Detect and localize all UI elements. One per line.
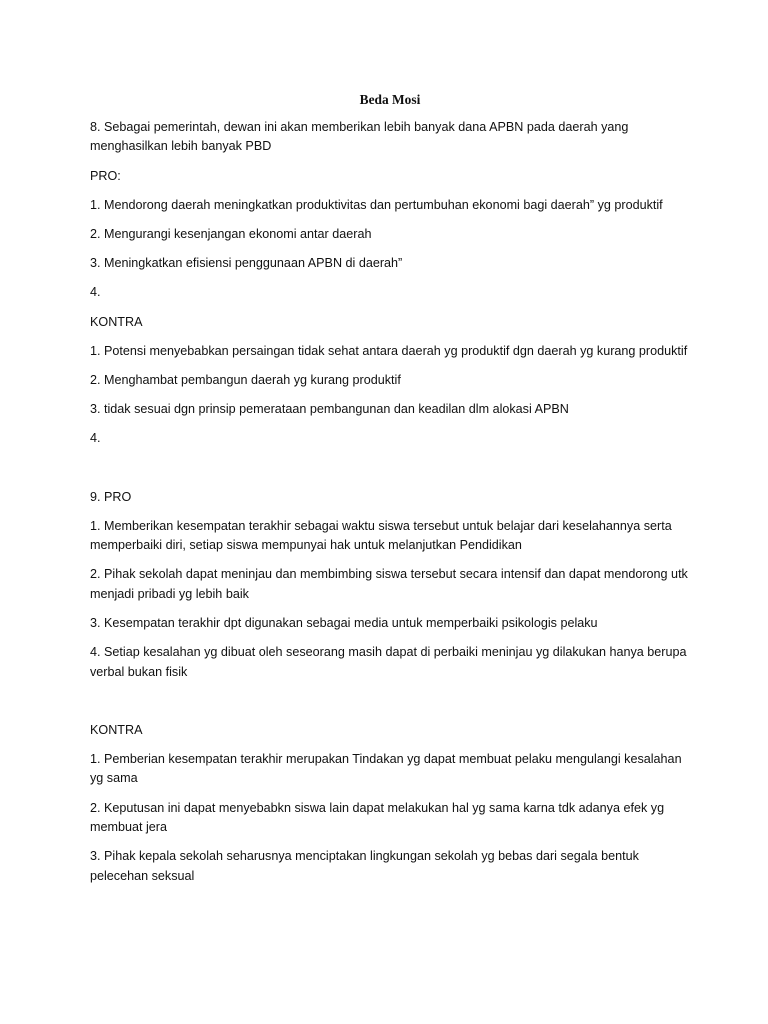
section8-kontra-item-3: 3. tidak sesuai dgn prinsip pemerataan pembangunan dan keadilan dlm alokasi APBN xyxy=(90,402,569,417)
section8-pro-item-2: 2. Mengurangi kesenjangan ekonomi antar daerah xyxy=(90,227,372,242)
section9-kontra-item-3: 3. Pihak kepala sekolah seharusnya menciptakan lingkungan sekolah yg bebas dari segala bentuk pelecehan seksual xyxy=(90,849,639,883)
section8-kontra-item-1: 1. Potensi menyebabkan persaingan tidak sehat antara daerah yg produktif dgn daerah yg kurang produktif xyxy=(90,343,688,358)
section8-kontra-item-4: 4. xyxy=(90,431,101,446)
section8-pro-item-1: 1. Mendorong daerah meningkatkan produktivitas dan pertumbuhan ekonomi bagi daerah” yg produktif xyxy=(90,197,663,212)
section9-pro-item-3: 3. Kesempatan terakhir dpt digunakan sebagai media untuk memperbaiki psikologis pelaku xyxy=(90,616,598,631)
section9-pro-item-4: 4. Setiap kesalahan yg dibuat oleh seseorang masih dapat di perbaiki meninjau yg dilakukan hanya berupa verbal bukan fisik xyxy=(90,645,687,679)
document-title: Beda Mosi xyxy=(359,92,421,107)
section9-kontra-label: KONTRA xyxy=(90,722,143,737)
section8-kontra-item-2: 2. Menghambat pembangun daerah yg kurang produktif xyxy=(90,373,401,388)
section8-pro-item-4: 4. xyxy=(90,285,101,300)
section-spacer xyxy=(90,459,690,488)
section9-kontra-item-1: 1. Pemberian kesempatan terakhir merupakan Tindakan yg dapat membuat pelaku mengulangi kesalahan yg sama xyxy=(90,752,682,786)
section9-pro-item-1: 1. Memberikan kesempatan terakhir sebagai waktu siswa tersebut untuk belajar dari keselahannya serta memperbaiki diri, setiap siswa mempunyai hak untuk melanjutkan Pendidikan xyxy=(90,518,672,553)
section-spacer xyxy=(90,692,690,721)
section9-pro-item-2: 2. Pihak sekolah dapat meninjau dan membimbing siswa tersebut secara intensif dan dapat mendorong utk menjadi pribadi yg lebih baik xyxy=(90,567,688,601)
section9-kontra-item-2: 2. Keputusan ini dapat menyebabkn siswa lain dapat melakukan hal yg sama karna tdk adanya efek yg membuat jera xyxy=(90,800,665,835)
motion-8-statement: 8. Sebagai pemerintah, dewan ini akan memberikan lebih banyak dana APBN pada daerah yang menghasilkan lebih banyak PBD xyxy=(90,120,629,154)
section8-pro-label: PRO: xyxy=(90,168,121,183)
document-body xyxy=(90,90,690,896)
section9-pro-label: 9. PRO xyxy=(90,489,132,504)
section8-kontra-label: KONTRA xyxy=(90,314,143,329)
section8-pro-item-3: 3. Meningkatkan efisiensi penggunaan APBN di daerah” xyxy=(90,256,403,271)
